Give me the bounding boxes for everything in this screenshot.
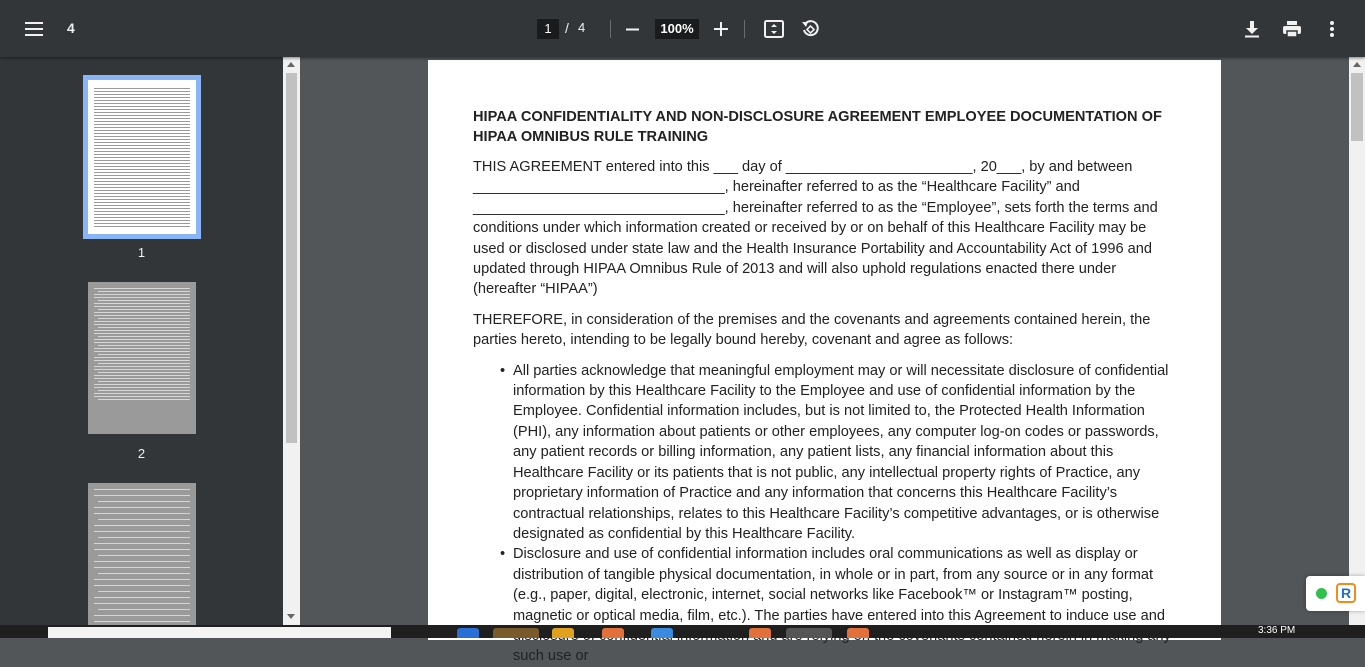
thumbnail-text-line [98, 300, 190, 301]
thumbnail-text-line [94, 166, 190, 167]
taskbar [0, 625, 1365, 638]
list-item: • Disclosure and use of confidential information includes oral communications as well as display or distribution of tangible physical documentation, in whole or in part, from any source or in any format (e.g., paper, digital, electronic, internet, social networks like Facebook™ or Instagram™ posting, magnetic or optical media, film, etc.). The parties have entered into this Agreement to induce use and such use or [513, 544, 1176, 666]
document-title: 4 [67, 20, 75, 36]
scroll-down-arrow-icon[interactable] [287, 614, 295, 619]
thumbnail-text-line [98, 573, 190, 574]
taskbar-app-icon[interactable] [552, 628, 574, 638]
thumbnail-text-line [98, 309, 190, 310]
thumbnail-text-line [98, 363, 190, 364]
thumbnail-text-line [94, 348, 190, 349]
thumbnail-text-line [94, 621, 190, 622]
thumbnail-text-line [94, 297, 190, 298]
thumbnail-text-line [94, 223, 190, 224]
thumbnail-text-line [94, 133, 190, 134]
thumbnail-text-line [94, 378, 190, 379]
thumbnail-text-line [98, 519, 190, 520]
thumbnail-text-line [94, 375, 190, 376]
thumbnail-text-line [94, 294, 190, 295]
thumbnail-text-line [98, 399, 190, 400]
thumbnail-text-line [94, 190, 190, 191]
thumbnail-text-line [94, 184, 190, 185]
taskbar-app-icon[interactable] [602, 628, 624, 638]
thumbnail-text-line [94, 396, 190, 397]
more-vert-icon [1330, 21, 1334, 37]
page-number-input[interactable]: 1 [537, 19, 559, 39]
thumbnail-text-line [94, 351, 190, 352]
plus-icon [714, 22, 728, 36]
thumbnail-text-line [94, 306, 190, 307]
page-thumbnail-2[interactable] [88, 282, 196, 434]
thumbnail-text-line [98, 381, 190, 382]
toolbar-divider [610, 20, 611, 38]
thumbnail-text-line [94, 154, 190, 155]
download-button[interactable] [1241, 18, 1263, 40]
thumbnail-text-line [94, 118, 190, 119]
thumbnail-text-line [94, 121, 190, 122]
thumbnail-text-line [94, 315, 190, 316]
minus-icon [626, 23, 639, 36]
zoom-input[interactable]: 100% [655, 19, 699, 39]
page-total: 4 [578, 20, 586, 35]
thumbnail-text-line [98, 372, 190, 373]
fit-to-page-icon [764, 20, 784, 38]
thumbnail-text-line [94, 172, 190, 173]
thumbnail-text-line [94, 330, 190, 331]
menu-button[interactable] [20, 16, 48, 42]
thumbnail-text-line [94, 549, 190, 550]
agreement-line: THIS AGREEMENT entered into this ___ day of _______________________, 20___, by and between [473, 159, 1133, 175]
thumbnail-text-line [94, 495, 190, 496]
thumbnail-text-line [98, 609, 190, 610]
status-dot-icon [1316, 588, 1327, 599]
thumbnail-text-line [94, 387, 190, 388]
printer-icon [1282, 20, 1302, 38]
scroll-up-arrow-icon[interactable] [287, 62, 295, 67]
fit-page-button[interactable] [763, 18, 785, 40]
thumbnail-text-line [94, 175, 190, 176]
scroll-up-arrow-icon[interactable] [1353, 62, 1361, 67]
thumbnail-text-line [94, 288, 190, 289]
thumbnail-text-line [94, 106, 190, 107]
thumbnail-text-line [94, 199, 190, 200]
more-actions-button[interactable] [1321, 18, 1343, 40]
thumbnail-text-line [94, 567, 190, 568]
thumbnail-text-line [94, 148, 190, 149]
thumbnail-text-line [94, 202, 190, 203]
thumbnail-text-line [98, 336, 190, 337]
pdf-toolbar [0, 0, 1365, 57]
taskbar-app-icon[interactable] [457, 628, 479, 638]
taskbar-search-box[interactable] [48, 627, 391, 638]
pdf-page [428, 60, 1221, 665]
thumbnail-text-line [94, 366, 190, 367]
taskbar-app-icon[interactable] [493, 628, 539, 638]
agreement-paragraph: _______________________________, hereinafter referred to as the “Employee”, sets forth the terms and conditions under which information created or received by or on behalf of this Healthcare Facility may be used or disclosed under state law and the Health Insurance Portability and Accountability Act of 1996 and updated through HIPAA Omnibus Rule of 2013 and will also uphold regulations enacted there under (hereafter “HIPAA”) [473, 199, 1158, 298]
app-logo-icon: R [1336, 583, 1356, 603]
taskbar-app-icon[interactable] [786, 628, 832, 638]
thumbnail-text-line [94, 217, 190, 218]
assistant-widget[interactable] [1306, 576, 1365, 611]
hamburger-icon [25, 22, 43, 36]
scrollbar-thumb[interactable] [286, 73, 297, 443]
zoom-out-button[interactable] [622, 19, 642, 39]
taskbar-app-icon[interactable] [749, 628, 771, 638]
thumbnail-text-line [98, 345, 190, 346]
thumbnail-label: 1 [137, 245, 146, 260]
thumbnail-text-line [98, 555, 190, 556]
thumbnail-text-line [94, 339, 190, 340]
thumbnail-text-line [94, 507, 190, 508]
thumbnail-text-line [94, 205, 190, 206]
thumbnail-text-line [94, 196, 190, 197]
thumbnail-text-line [94, 115, 190, 116]
thumbnail-text-line [94, 94, 190, 95]
thumbnail-text-line [94, 531, 190, 532]
thumbnail-text-line [94, 303, 190, 304]
page-thumbnail-3[interactable] [88, 483, 196, 625]
thumbnail-text-line [94, 603, 190, 604]
taskbar-app-icon[interactable] [651, 628, 673, 638]
thumbnail-label: 2 [137, 446, 146, 461]
thumbnail-text-line [94, 160, 190, 161]
thumbnail-text-line [94, 97, 190, 98]
taskbar-app-icon[interactable] [847, 628, 869, 638]
thumbnail-text-line [94, 124, 190, 125]
thumbnail-text-line [94, 130, 190, 131]
thumbnail-text-line [94, 513, 190, 514]
thumbnail-text-line [94, 163, 190, 164]
thumbnail-text-line [94, 360, 190, 361]
thumbnail-text-line [94, 220, 190, 221]
thumbnail-text-line [94, 384, 190, 385]
thumbnail-sidebar [0, 57, 283, 625]
thumbnail-text-line [94, 169, 190, 170]
thumbnail-text-line [98, 291, 190, 292]
thumbnail-text-line [94, 585, 190, 586]
thumbnail-text-line [94, 369, 190, 370]
taskbar-clock: 3:36 PM [1258, 625, 1296, 636]
thumbnail-text-line [98, 501, 190, 502]
thumbnail-text-line [98, 537, 190, 538]
thumbnail-text-line [94, 139, 190, 140]
thumbnail-text-line [94, 321, 190, 322]
thumbnail-text-line [94, 312, 190, 313]
thumbnail-text-line [94, 597, 190, 598]
thumbnail-text-line [98, 327, 190, 328]
thumbnail-text-line [94, 333, 190, 334]
print-button[interactable] [1280, 18, 1304, 40]
scrollbar-thumb[interactable] [1351, 73, 1363, 141]
thumbnail-text-line [94, 88, 190, 89]
thumbnail-text-line [94, 91, 190, 92]
thumbnail-text-line [94, 342, 190, 343]
thumbnail-text-line [94, 136, 190, 137]
thumbnail-text-line [94, 187, 190, 188]
thumbnail-text-line [94, 142, 190, 143]
thumbnail-text-line [94, 393, 190, 394]
thumbnail-text-line [94, 193, 190, 194]
thumbnail-text-line [94, 211, 190, 212]
thumbnail-text-line [94, 615, 190, 616]
thumbnail-text-line [94, 208, 190, 209]
thumbnail-text-line [94, 151, 190, 152]
thumbnail-text-line [98, 591, 190, 592]
thumbnail-text-line [94, 127, 190, 128]
thumbnail-text-line [94, 543, 190, 544]
thumbnail-text-line [94, 214, 190, 215]
thumbnail-text-line [94, 226, 190, 227]
thumbnail-text-line [94, 178, 190, 179]
thumbnail-text-line [94, 489, 190, 490]
thumbnail-text-line [94, 145, 190, 146]
document-scrollbar[interactable] [1349, 57, 1365, 625]
terms-list [513, 361, 1176, 667]
rotate-icon [800, 19, 820, 39]
rotate-button[interactable] [799, 18, 821, 40]
thumbnail-text-line [98, 318, 190, 319]
thumbnail-text-line [94, 324, 190, 325]
thumbnail-text-line [94, 525, 190, 526]
sidebar-scrollbar[interactable] [283, 57, 300, 625]
thumbnail-text-line [94, 579, 190, 580]
thumbnail-text-line [98, 354, 190, 355]
thumbnail-text-line [94, 112, 190, 113]
zoom-in-button[interactable] [711, 19, 731, 39]
list-item: • All parties acknowledge that meaningful employment may or will necessitate disclosure of confidential information by this Healthcare Facility to the Employee and use of confidential information by the Employee. Confidential information includes, but is not limited to, the Protected Health Information (PHI), any information about patients or other employees, any computer log-on codes or passwords, any patient records or billing information, any patient lists, any financial information about this Healthcare Facility or its patients that is not public, any intellectual property rights of Practice, any proprietary information of Practice and any information that concerns this Healthcare Facility’s contractual relationships, relates to this Healthcare Facility’s competitive advantages, or is otherwise designated as confidential by this Healthcare Facility. [513, 361, 1176, 545]
therefore-paragraph: THEREFORE, in consideration of the premises and the covenants and agreements contained herein, the parties hereto, intending to be legally bound hereby, covenant and agree as follows: [473, 311, 1151, 349]
download-icon [1244, 20, 1260, 38]
page-separator: / [565, 20, 569, 36]
thumbnail-text-line [94, 103, 190, 104]
thumbnail-text-line [94, 100, 190, 101]
page-thumbnail-1[interactable] [88, 80, 196, 234]
toolbar-divider [744, 20, 745, 38]
thumbnail-text-line [94, 561, 190, 562]
thumbnail-text-line [94, 109, 190, 110]
thumbnail-text-line [94, 181, 190, 182]
thumbnail-text-line [94, 357, 190, 358]
thumbnail-text-line [94, 157, 190, 158]
thumbnail-text-line [98, 390, 190, 391]
agreement-line: _______________________________, hereinafter referred to as the “Healthcare Facility” and [473, 179, 1080, 196]
document-heading: HIPAA CONFIDENTIALITY AND NON-DISCLOSURE AGREEMENT EMPLOYEE DOCUMENTATION OF HIPAA OMNIBUS RULE TRAINING [473, 109, 1162, 145]
